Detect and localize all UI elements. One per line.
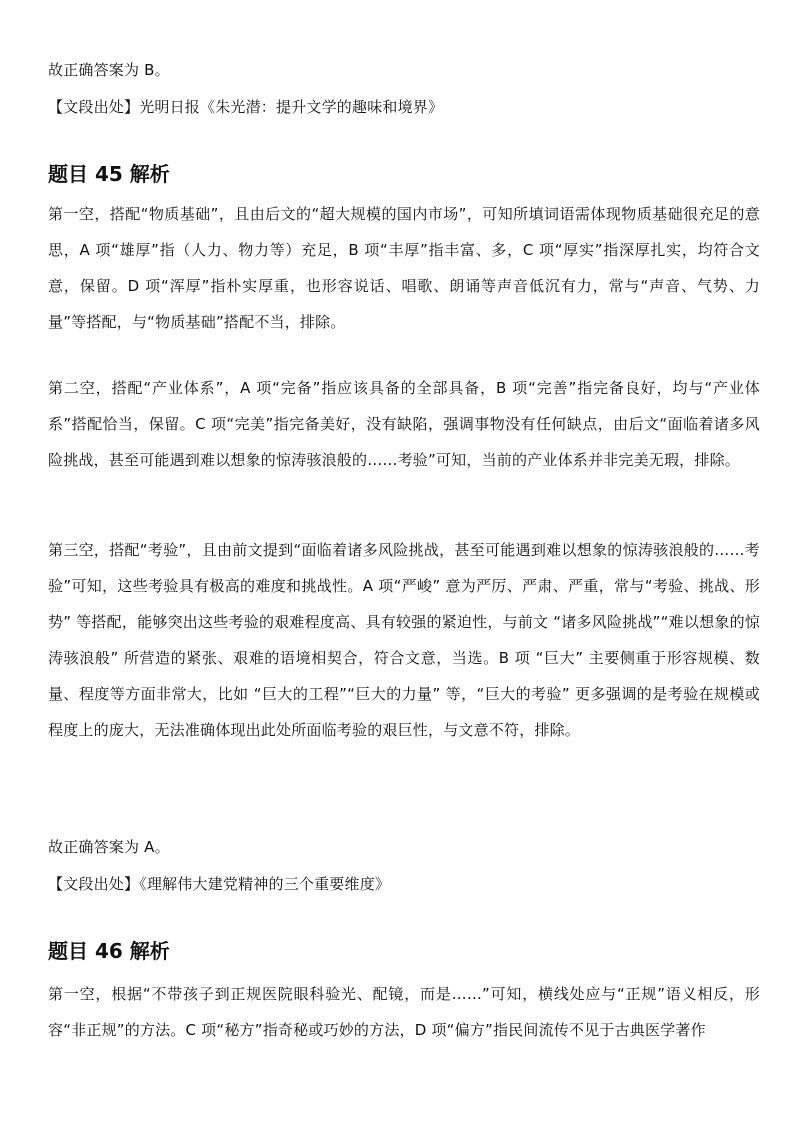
q45-heading: 题目 45 解析 <box>48 162 170 186</box>
q44-source: 【文段出处】光明日报《朱光潜：提升文学的趣味和境界》 <box>48 98 444 116</box>
q46-paragraph-1: 第一空，根据“不带孩子到正规医院眼科验光、配镜，而是……”可知，横线处应与“正规”语义相反，形容“非正规”的方法。C 项“秘方”指奇秘或巧妙的方法，D 项“偏方”指民间流传不见于古典医学著作 <box>48 985 760 1039</box>
q45-paragraph-1: 第一空，搭配“物质基础”，且由后文的“超大规模的国内市场”，可知所填词语需体现物质基础很充足的意思，A 项“雄厚”指（人力、物力等）充足，B 项“丰厚”指丰富、多，C 项“厚实”指深厚扎实，均符合文意，保留。D 项“浑厚”指朴实厚重，也形容说话、唱歌、朗诵等声音低沉有力，常与“声音、气势、力量”等搭配，与“物质基础”搭配不当，排除。 <box>48 205 760 331</box>
q45-answer: 故正确答案为 A。 <box>48 838 170 856</box>
q45-source: 【文段出处】《理解伟大建党精神的三个重要维度》 <box>48 875 391 893</box>
q46-heading: 题目 46 解析 <box>48 939 170 963</box>
q45-paragraph-3: 第三空，搭配“考验”，且由前文提到“面临着诸多风险挑战，甚至可能遇到难以想象的惊涛骇浪般的……考验”可知，这些考验具有极高的难度和挑战性。A 项“严峻” 意为严厉、严肃、严重，常与“考验、挑战、形势” 等搭配，能够突出这些考验的艰难程度高、具有较强的紧迫性，与前文 “诸多风险挑战”“难以想象的惊涛骇浪般” 所营造的紧张、艰难的语境相契合，符合文意，当选。B 项 “巨大” 主要侧重于形容规模、数量、程度等方面非常大，比如 “巨大的工程”“巨大的力量” 等，“巨大的考验” 更多强调的是考验在规模或程度上的庞大，无法准确体现出此处所面临考验的艰巨性，与文意不符，排除。 <box>48 541 760 739</box>
q45-paragraph-2: 第二空，搭配“产业体系”，A 项“完备”指应该具备的全部具备，B 项“完善”指完备良好，均与“产业体系”搭配恰当，保留。C 项“完美”指完备美好，没有缺陷，强调事物没有任何缺点，由后文“面临着诸多风险挑战，甚至可能遇到难以想象的惊涛骇浪般的……考验”可知，当前的产业体系并非完美无瑕，排除。 <box>48 379 760 469</box>
q44-answer: 故正确答案为 B。 <box>48 61 170 79</box>
